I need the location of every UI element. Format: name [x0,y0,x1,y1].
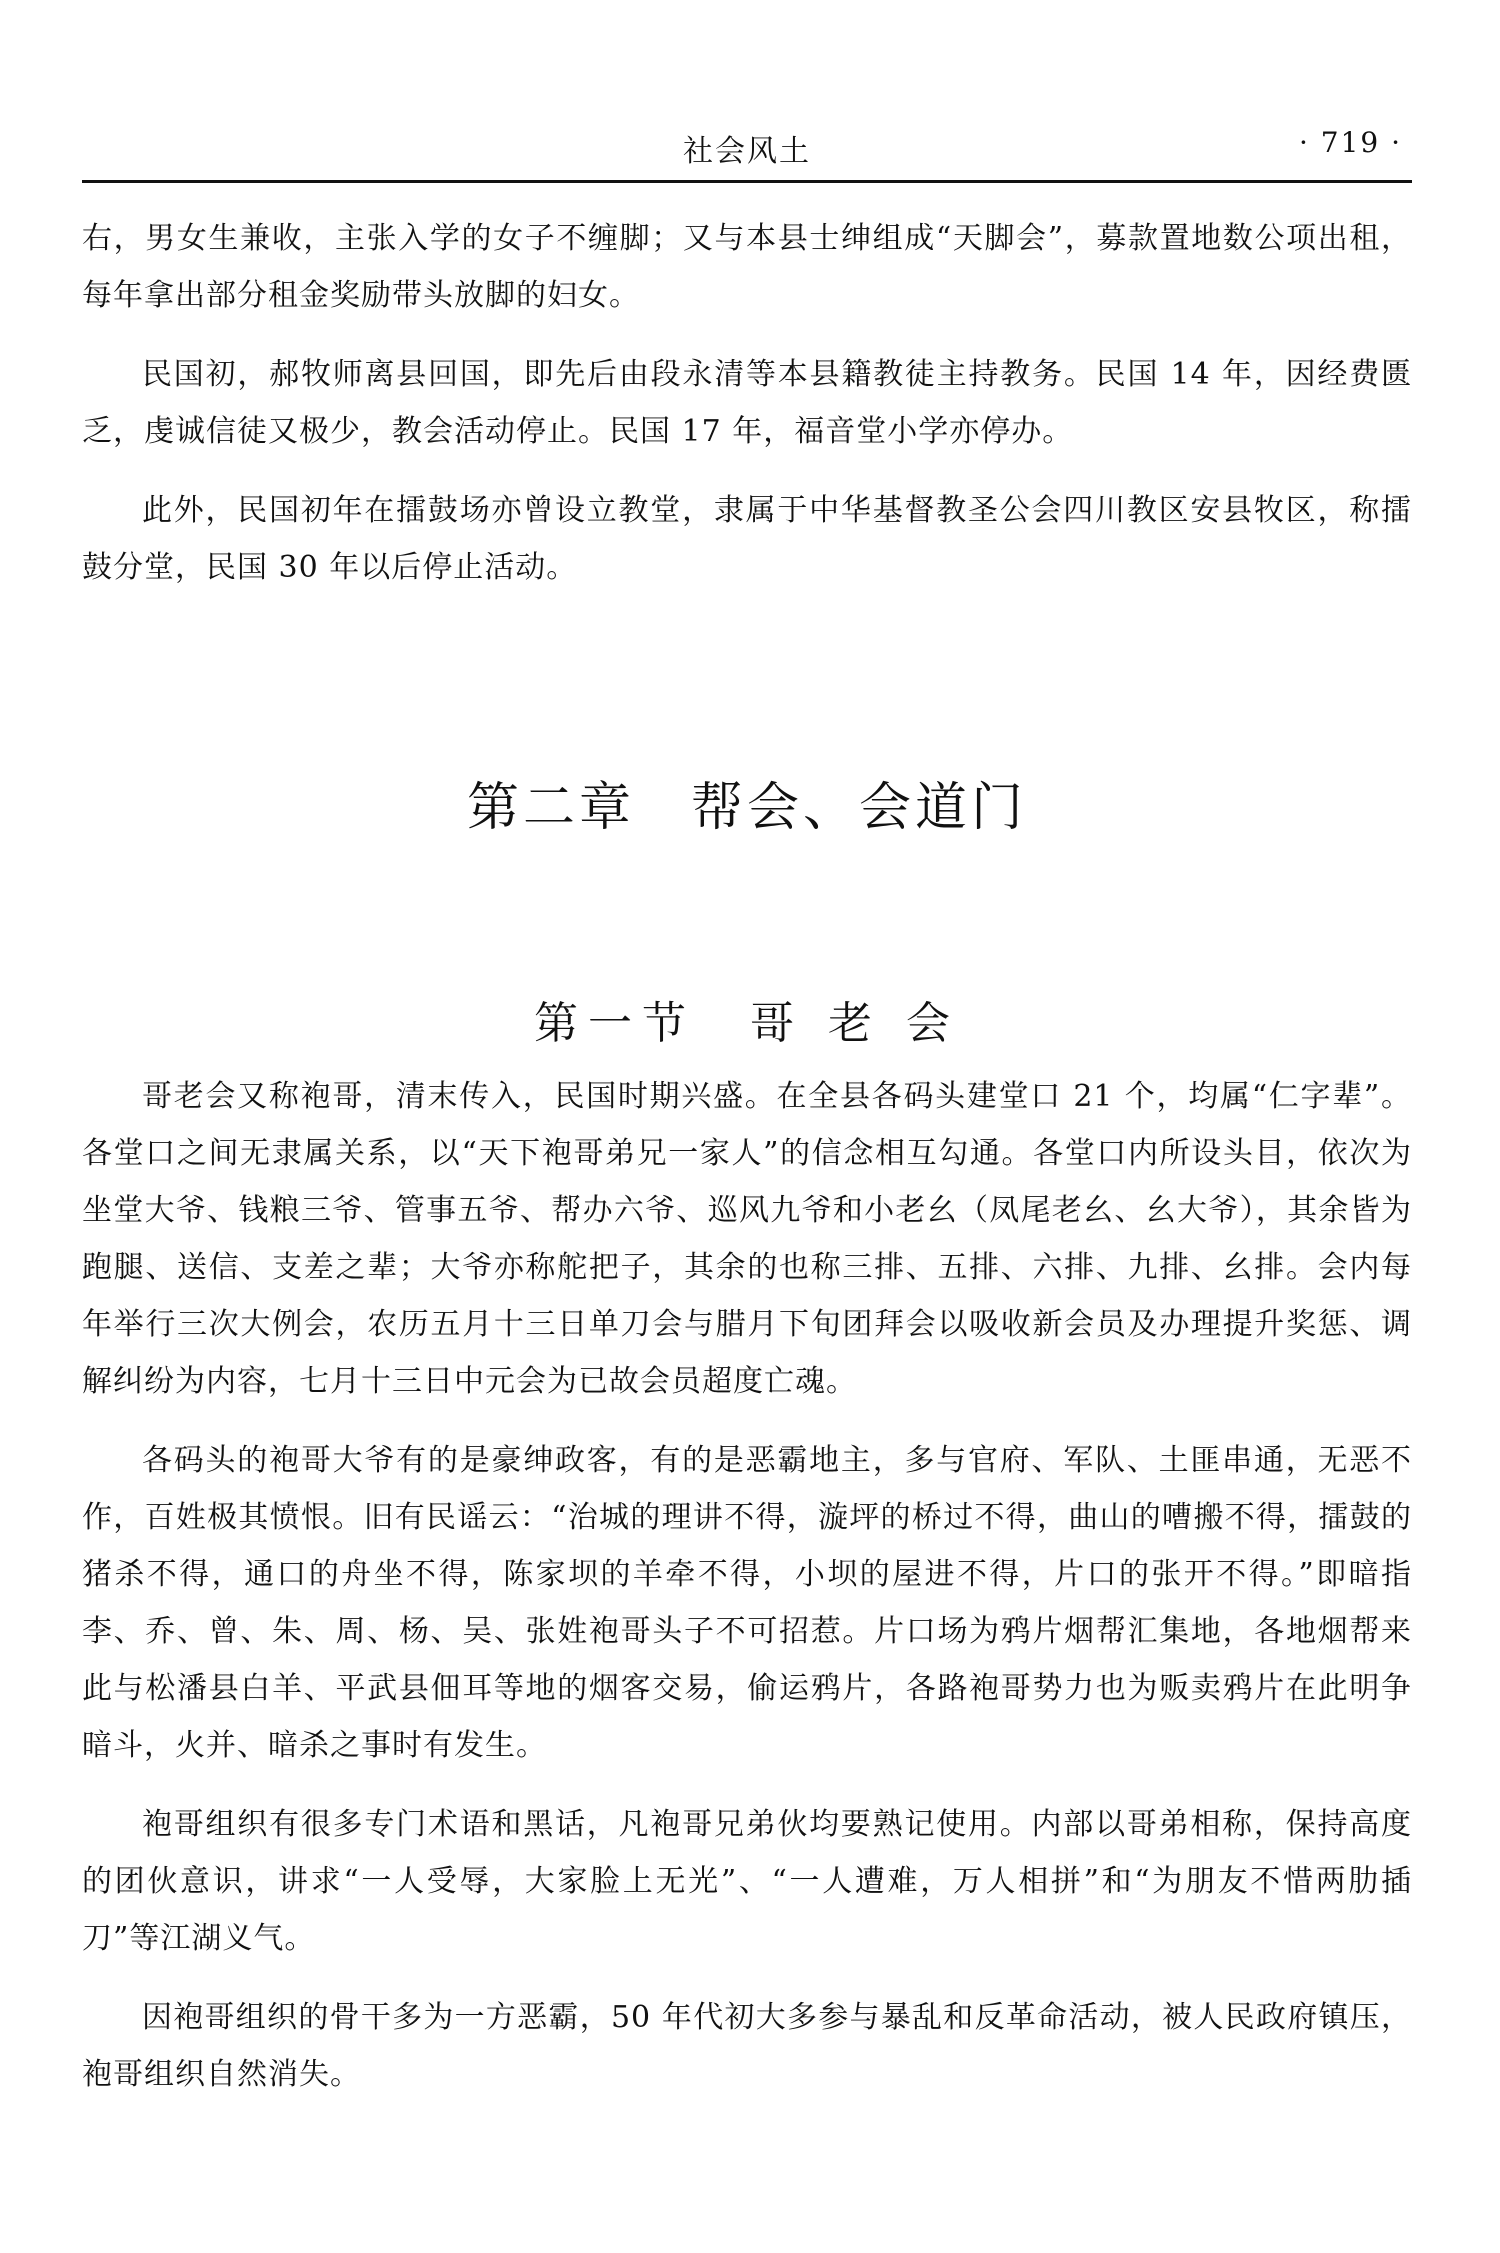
paragraph: 民国初，郝牧师离县回国，即先后由段永清等本县籍教徒主持教务。民国 14 年，因经费匮乏，虔诚信徒又极少，教会活动停止。民国 17 年，福音堂小学亦停办。 [82,357,1412,449]
chapter-title: 第二章 帮会、会道门 [466,777,1027,838]
paragraph: 袍哥组织有很多专门术语和黑话，凡袍哥兄弟伙均要熟记使用。内部以哥弟相称，保持高度的团伙意识，讲求“一人受辱，大家脸上无光”、“一人遭难，万人相拼”和“为朋友不惜两肋插刀”等江湖义气。 [82,1807,1412,1956]
section-text-block [82,1068,1412,2125]
running-header [82,118,1412,174]
page-number: · 719 · [1298,126,1402,159]
paragraph: 因袍哥组织的骨干多为一方恶霸，50 年代初大多参与暴乱和反革命活动，被人民政府镇压，袍哥组织自然消失。 [82,2000,1412,2092]
paragraph: 此外，民国初年在擂鼓场亦曾设立教堂，隶属于中华基督教圣公会四川教区安县牧区，称擂鼓分堂，民国 30 年以后停止活动。 [82,493,1412,585]
section-title: 第一节 哥 老 会 [534,997,960,1049]
paragraph: 各码头的袍哥大爷有的是豪绅政客，有的是恶霸地主，多与官府、军队、土匪串通，无恶不作，百姓极其愤恨。旧有民谣云：“治城的理讲不得，漩坪的桥过不得，曲山的嘈搬不得，擂鼓的猪杀不得，通口的舟坐不得，陈家坝的羊牵不得，小坝的屋进不得，片口的张开不得。”即暗指李、乔、曾、朱、周、杨、吴、张姓袍哥头子不可招惹。片口场为鸦片烟帮汇集地，各地烟帮来此与松潘县白羊、平武县佃耳等地的烟客交易，偷运鸦片，各路袍哥势力也为贩卖鸦片在此明争暗斗，火并、暗杀之事时有发生。 [82,1443,1412,1763]
running-title: 社会风土 [683,134,811,169]
paragraph-continued: 右，男女生兼收，主张入学的女子不缠脚；又与本县士绅组成“天脚会”，募款置地数公项出租，每年拿出部分租金奖励带头放脚的妇女。 [82,221,1412,313]
header-rule [82,180,1412,183]
continued-text-block [82,210,1412,618]
paragraph: 哥老会又称袍哥，清末传入，民国时期兴盛。在全县各码头建堂口 21 个，均属“仁字辈”。各堂口之间无隶属关系，以“天下袍哥弟兄一家人”的信念相互勾通。各堂口内所设头目，依次为坐堂大爷、钱粮三爷、管事五爷、帮办六爷、巡风九爷和小老幺（凤尾老幺、幺大爷），其余皆为跑腿、送信、支差之辈；大爷亦称舵把子，其余的也称三排、五排、六排、九排、幺排。会内每年举行三次大例会，农历五月十三日单刀会与腊月下旬团拜会以吸收新会员及办理提升奖惩、调解纠纷为内容，七月十三日中元会为已故会员超度亡魂。 [82,1079,1412,1399]
